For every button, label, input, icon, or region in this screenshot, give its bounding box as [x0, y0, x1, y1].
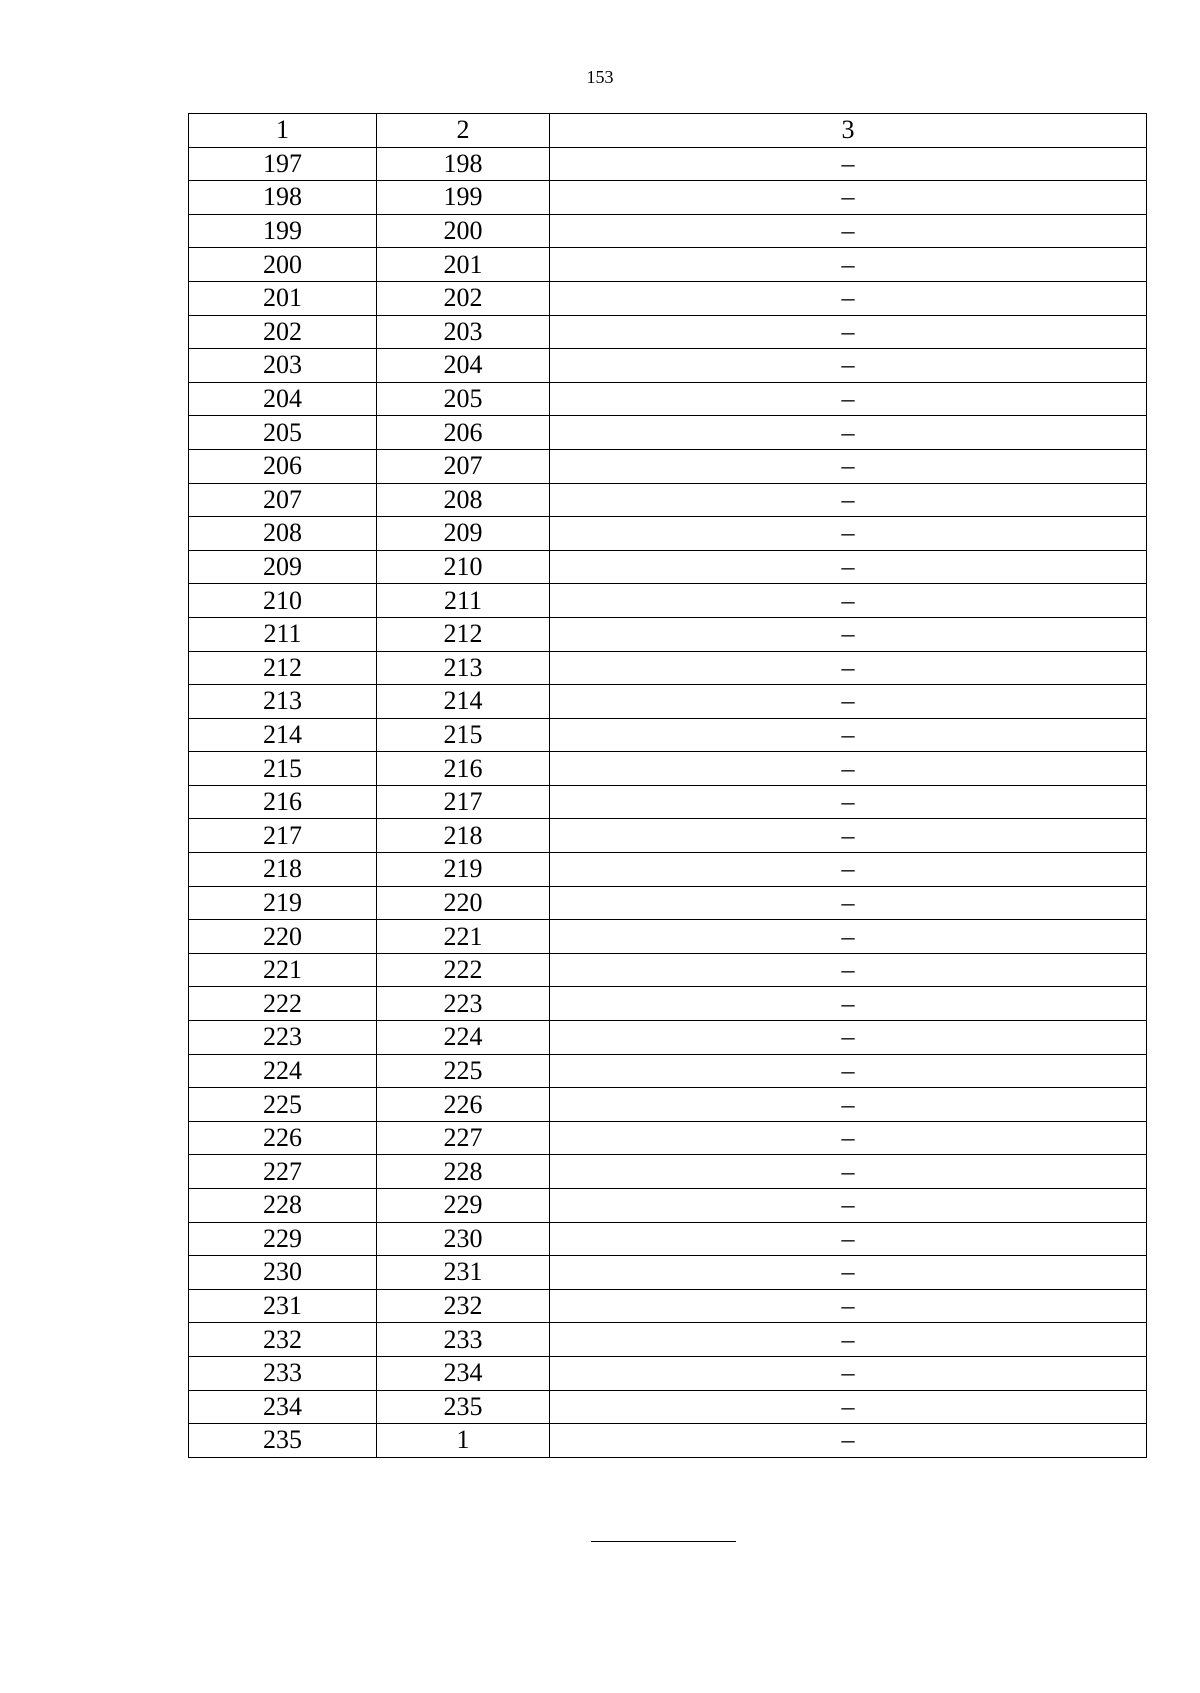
table-cell-col1: 200: [189, 248, 377, 282]
table-row: [189, 1021, 1147, 1055]
table-row: [189, 1356, 1147, 1390]
table-cell-col1: 228: [189, 1189, 377, 1223]
table-cell-col3: –: [550, 214, 1147, 248]
table-cell-col3: –: [550, 517, 1147, 551]
table-cell-col2: 214: [377, 685, 550, 719]
table-row: [189, 886, 1147, 920]
table-cell-col1: 199: [189, 214, 377, 248]
table-row: [189, 1189, 1147, 1223]
table-cell-col2: 234: [377, 1356, 550, 1390]
table-row: [189, 416, 1147, 450]
table-cell-col2: 216: [377, 752, 550, 786]
table-cell-col1: 221: [189, 953, 377, 987]
table-cell-col3: –: [550, 819, 1147, 853]
table-cell-col2: 205: [377, 382, 550, 416]
table-cell-col1: 218: [189, 853, 377, 887]
table-row: [189, 281, 1147, 315]
table-cell-col2: 223: [377, 987, 550, 1021]
table-row: [189, 1088, 1147, 1122]
table-cell-col2: 204: [377, 349, 550, 383]
table-cell-col3: –: [550, 1088, 1147, 1122]
table-cell-col2: 231: [377, 1256, 550, 1290]
table-cell-col3: –: [550, 718, 1147, 752]
table-cell-col3: –: [550, 1155, 1147, 1189]
table-cell-col1: 212: [189, 651, 377, 685]
table-row: [189, 517, 1147, 551]
table-row: [189, 953, 1147, 987]
table-cell-col1: 222: [189, 987, 377, 1021]
table-cell-col2: 217: [377, 785, 550, 819]
table-cell-col1: 207: [189, 483, 377, 517]
table-cell-col3: –: [550, 1189, 1147, 1223]
table-row: [189, 584, 1147, 618]
table-cell-col3: –: [550, 886, 1147, 920]
table-row: [189, 214, 1147, 248]
table-cell-col3: –: [550, 147, 1147, 181]
column-header-2: 2: [377, 114, 550, 148]
table-cell-col3: –: [550, 752, 1147, 786]
table-cell-col3: –: [550, 1222, 1147, 1256]
table-cell-col3: –: [550, 281, 1147, 315]
table-cell-col1: 215: [189, 752, 377, 786]
table-cell-col3: –: [550, 1390, 1147, 1424]
footer-rule: [591, 1541, 736, 1542]
table-cell-col2: 199: [377, 181, 550, 215]
table-cell-col3: –: [550, 1356, 1147, 1390]
table-cell-col2: 211: [377, 584, 550, 618]
table-cell-col1: 232: [189, 1323, 377, 1357]
table-row: [189, 752, 1147, 786]
table-cell-col1: 233: [189, 1356, 377, 1390]
table-cell-col2: 200: [377, 214, 550, 248]
table-row: [189, 987, 1147, 1021]
table-body: [189, 147, 1147, 1457]
table-cell-col3: –: [550, 550, 1147, 584]
table-cell-col1: 210: [189, 584, 377, 618]
table-cell-col2: 208: [377, 483, 550, 517]
table-cell-col2: 215: [377, 718, 550, 752]
table-row: [189, 1256, 1147, 1290]
table-cell-col2: 225: [377, 1054, 550, 1088]
table-row: [189, 853, 1147, 887]
column-header-3: 3: [550, 114, 1147, 148]
table-cell-col1: 234: [189, 1390, 377, 1424]
table-cell-col3: –: [550, 416, 1147, 450]
table-row: [189, 1121, 1147, 1155]
table-header-row: [189, 114, 1147, 148]
table-row: [189, 1054, 1147, 1088]
table-row: [189, 1390, 1147, 1424]
table-cell-col2: 226: [377, 1088, 550, 1122]
table-cell-col3: –: [550, 1323, 1147, 1357]
table-cell-col2: 1: [377, 1424, 550, 1458]
table-cell-col2: 220: [377, 886, 550, 920]
table-cell-col3: –: [550, 987, 1147, 1021]
table-cell-col1: 223: [189, 1021, 377, 1055]
table-cell-col3: –: [550, 651, 1147, 685]
table-cell-col2: 224: [377, 1021, 550, 1055]
table-row: [189, 617, 1147, 651]
table-cell-col3: –: [550, 853, 1147, 887]
table-cell-col3: –: [550, 449, 1147, 483]
table-cell-col3: –: [550, 785, 1147, 819]
table-cell-col1: 202: [189, 315, 377, 349]
table-cell-col1: 203: [189, 349, 377, 383]
table-cell-col1: 229: [189, 1222, 377, 1256]
table-cell-col3: –: [550, 584, 1147, 618]
table-cell-col2: 218: [377, 819, 550, 853]
table-cell-col1: 220: [189, 920, 377, 954]
table-cell-col1: 216: [189, 785, 377, 819]
table-cell-col3: –: [550, 1289, 1147, 1323]
table-cell-col3: –: [550, 1424, 1147, 1458]
table-row: [189, 819, 1147, 853]
table-cell-col3: –: [550, 349, 1147, 383]
table-cell-col1: 197: [189, 147, 377, 181]
table-cell-col3: –: [550, 920, 1147, 954]
table-row: [189, 1222, 1147, 1256]
table-cell-col1: 219: [189, 886, 377, 920]
table-cell-col2: 210: [377, 550, 550, 584]
table-cell-col3: –: [550, 382, 1147, 416]
table-row: [189, 349, 1147, 383]
table-cell-col2: 201: [377, 248, 550, 282]
table-row: [189, 651, 1147, 685]
table-cell-col2: 228: [377, 1155, 550, 1189]
table-cell-col2: 202: [377, 281, 550, 315]
table-cell-col1: 226: [189, 1121, 377, 1155]
table-cell-col3: –: [550, 1121, 1147, 1155]
table-cell-col2: 213: [377, 651, 550, 685]
table-cell-col3: –: [550, 617, 1147, 651]
table-row: [189, 718, 1147, 752]
table-cell-col1: 217: [189, 819, 377, 853]
table-cell-col2: 233: [377, 1323, 550, 1357]
table-cell-col2: 222: [377, 953, 550, 987]
table-row: [189, 1155, 1147, 1189]
table-cell-col2: 227: [377, 1121, 550, 1155]
table-cell-col1: 205: [189, 416, 377, 450]
table-row: [189, 1289, 1147, 1323]
table-cell-col1: 231: [189, 1289, 377, 1323]
table-row: [189, 920, 1147, 954]
table-cell-col3: –: [550, 953, 1147, 987]
table-cell-col2: 209: [377, 517, 550, 551]
table-cell-col1: 204: [189, 382, 377, 416]
table-cell-col1: 211: [189, 617, 377, 651]
table-cell-col1: 225: [189, 1088, 377, 1122]
table-row: [189, 550, 1147, 584]
table-cell-col1: 208: [189, 517, 377, 551]
table-row: [189, 382, 1147, 416]
table-cell-col1: 227: [189, 1155, 377, 1189]
table-cell-col3: –: [550, 1256, 1147, 1290]
table-cell-col1: 201: [189, 281, 377, 315]
table-cell-col2: 219: [377, 853, 550, 887]
table-cell-col2: 203: [377, 315, 550, 349]
table-cell-col3: –: [550, 181, 1147, 215]
table-cell-col3: –: [550, 483, 1147, 517]
table-cell-col2: 221: [377, 920, 550, 954]
table-cell-col2: 232: [377, 1289, 550, 1323]
table-cell-col3: –: [550, 685, 1147, 719]
page-number: 153: [586, 67, 614, 87]
table-row: [189, 181, 1147, 215]
table-cell-col3: –: [550, 248, 1147, 282]
table-cell-col2: 212: [377, 617, 550, 651]
data-table: [188, 113, 1147, 1458]
table-row: [189, 1424, 1147, 1458]
table-row: [189, 147, 1147, 181]
table-row: [189, 785, 1147, 819]
table-row: [189, 449, 1147, 483]
table-cell-col2: 229: [377, 1189, 550, 1223]
table-cell-col3: –: [550, 1021, 1147, 1055]
table-cell-col2: 230: [377, 1222, 550, 1256]
table-cell-col1: 224: [189, 1054, 377, 1088]
table-row: [189, 315, 1147, 349]
table-cell-col2: 235: [377, 1390, 550, 1424]
table-cell-col1: 213: [189, 685, 377, 719]
table-row: [189, 685, 1147, 719]
table-cell-col2: 206: [377, 416, 550, 450]
table-row: [189, 483, 1147, 517]
table-cell-col1: 214: [189, 718, 377, 752]
column-header-1: 1: [189, 114, 377, 148]
table-cell-col1: 209: [189, 550, 377, 584]
table-cell-col1: 230: [189, 1256, 377, 1290]
table-row: [189, 248, 1147, 282]
table-row: [189, 1323, 1147, 1357]
table-cell-col1: 206: [189, 449, 377, 483]
table-cell-col2: 207: [377, 449, 550, 483]
table-cell-col2: 198: [377, 147, 550, 181]
table-cell-col3: –: [550, 1054, 1147, 1088]
table-cell-col1: 198: [189, 181, 377, 215]
table-cell-col1: 235: [189, 1424, 377, 1458]
table-cell-col3: –: [550, 315, 1147, 349]
